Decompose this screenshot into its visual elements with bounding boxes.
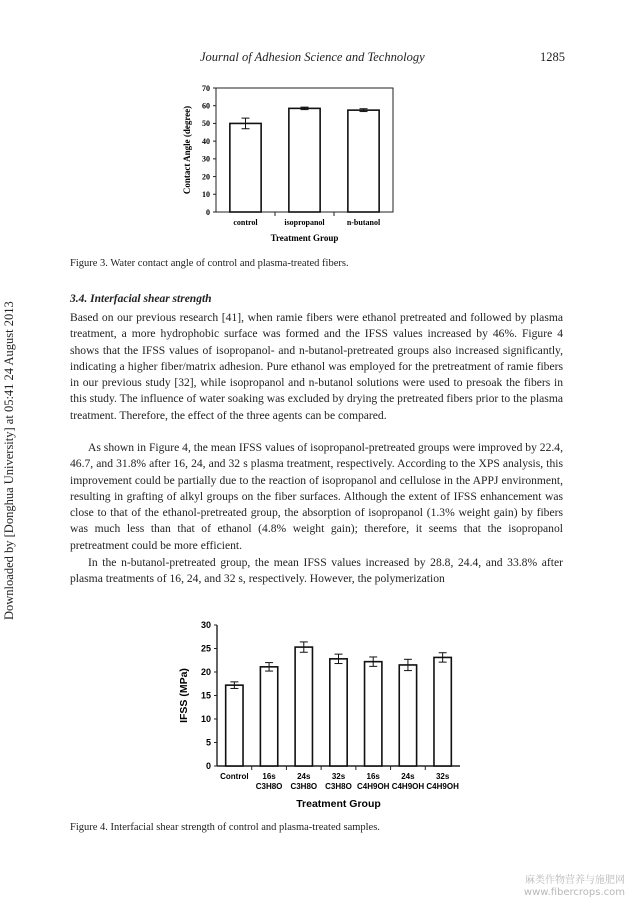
y-tick-label: 30 [202, 154, 210, 164]
x-category-label: 24s [401, 772, 415, 781]
x-category-label: C4H9OH [391, 782, 425, 791]
bar [295, 647, 312, 766]
x-category-label: C4H9OH [356, 782, 390, 791]
bar [230, 123, 261, 212]
y-tick-label: 60 [202, 101, 210, 111]
x-category-label: C4H9OH [426, 782, 459, 791]
y-tick-label: 20 [200, 667, 211, 678]
figure-4-caption: Figure 4. Interfacial shear strength of control and plasma-treated samples. [70, 822, 380, 833]
x-category-label: C3H8O [255, 782, 283, 791]
x-category-label: Control [220, 772, 249, 781]
y-tick-label: 50 [202, 119, 210, 129]
site-watermark [524, 875, 625, 899]
download-note: Downloaded by [Donghua University] at 05:41 24 August 2013 [2, 301, 16, 620]
x-category-label: 16s [262, 772, 276, 781]
y-axis-title: IFSS (MPa) [178, 668, 190, 723]
y-tick-label: 10 [202, 190, 210, 200]
bar [330, 659, 347, 766]
x-axis-title: Treatment Group [270, 233, 339, 243]
running-head-journal: Journal of Adhesion Science and Technology [200, 50, 425, 64]
x-category-label: 32s [435, 772, 450, 781]
y-tick-label: 25 [200, 643, 211, 654]
bar [365, 662, 382, 766]
figure-3-chart [170, 80, 400, 250]
y-tick-label: 40 [202, 136, 210, 146]
watermark-line-2: www.fibercrops.com [523, 887, 625, 898]
bar [260, 667, 277, 766]
y-tick-label: 30 [200, 620, 211, 631]
page-number: 1285 [540, 50, 565, 64]
paragraph-2: As shown in Figure 4, the mean IFSS values of isopropanol-pretreated groups were improved by 22.4, 46.7, and 31.8% after 16, 24, and 32 s plasma treatment, respectively. According to the XPS analysis, this improvement could be partially due to the reaction of isopropanol and cellulose in the APPJ environment, resulting in grafting of alkyl groups on the fiber surfaces. Although the extent of IFSS enhancement was close to that of the ethanol-pretreated group, the absorption of isopropanol (1.3% weight gain) by fibers was much less than that of ethanol (4.8% weight gain); therefore, it seems that the isopropanol pretreatment could be more efficient. [70, 441, 563, 552]
watermark-line-1: 麻类作物营养与施肥网 [525, 875, 625, 886]
x-category-label: n-butanol [346, 218, 381, 227]
y-axis-title: Contact Angle (degree) [182, 105, 192, 195]
section-heading: 3.4. Interfacial shear strength [70, 293, 212, 305]
x-axis-title: Treatment Group [296, 798, 381, 810]
x-category-label: control [233, 218, 258, 227]
bar [348, 110, 379, 212]
bar [399, 665, 416, 766]
y-tick-label: 0 [206, 207, 210, 217]
x-category-label: C3H8O [325, 782, 352, 791]
x-category-label: 32s [331, 772, 346, 781]
y-tick-label: 5 [205, 737, 211, 748]
bar [226, 685, 243, 766]
y-tick-label: 70 [202, 83, 210, 93]
y-tick-label: 15 [200, 690, 211, 701]
y-tick-label: 0 [205, 761, 211, 772]
bar [289, 108, 320, 212]
figure-3-caption: Figure 3. Water contact angle of control and plasma-treated fibers. [70, 258, 349, 269]
y-tick-label: 10 [200, 714, 211, 725]
x-category-label: 24s [297, 772, 311, 781]
figure-4-chart [175, 615, 465, 815]
x-category-label: isopropanol [284, 218, 325, 227]
y-tick-label: 20 [202, 172, 210, 182]
paragraph-3: In the n-butanol-pretreated group, the mean IFSS values increased by 28.8, 24.4, and 33.8% after plasma treatments of 16, 24, and 32 s, respectively. However, the polymerization [70, 556, 563, 586]
x-category-label: 16s [366, 772, 380, 781]
bar [434, 657, 451, 766]
x-category-label: C3H8O [290, 782, 318, 791]
paragraph-1: Based on our previous research [41], when ramie fibers were ethanol pretreated and followed by plasma treatment, a more hydrophobic surface was formed and the IFSS values increased by 46%. Figure 4 shows that the IFSS values of isopropanol- and n-butanol-pretreated groups also increased significantly, indicating a higher fiber/matrix adhesion. Pure ethanol was employed for the pretreatment of ramie fibers in our previous study [32], while isopropanol and n-butanol solutions were used to presoak the fibers in this study. The influence of water soaking was excluded by drying the pretreated fibers prior to the plasma treatment. Therefore, the effect of the three agents can be compared. [70, 311, 563, 422]
